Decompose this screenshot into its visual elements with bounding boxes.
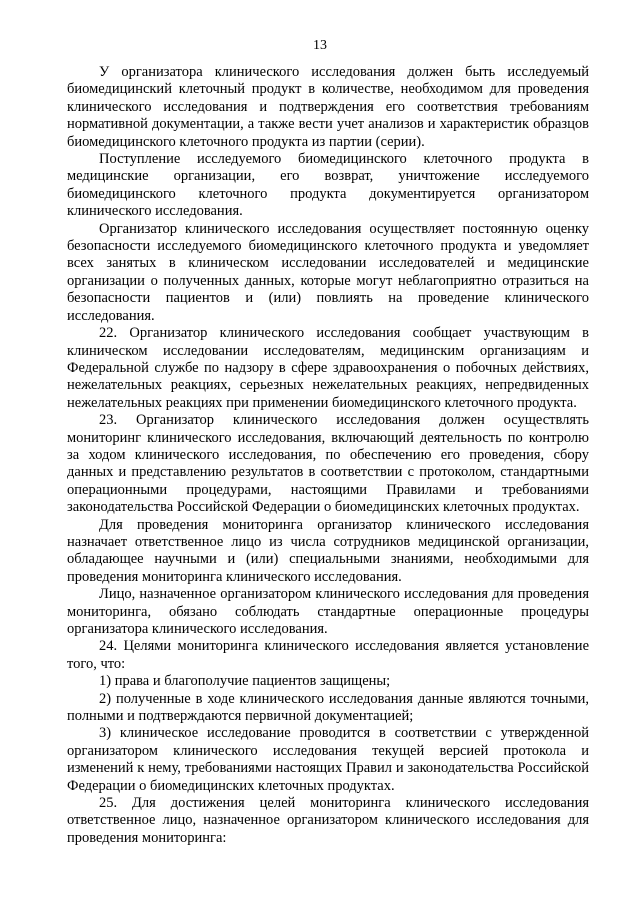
list-item-2: 2) полученные в ходе клинического исследования данные являются точными, полными и подтверждаются первичной документацией;: [67, 690, 589, 725]
paragraph-4: 22. Организатор клинического исследования сообщает участвующим в клиническом исследовании исследователям, медицинским организациям и Федеральной службе по надзору в сфере здравоохранения о побочных действиях, нежелательных реакциях, серьезных нежелательных реакциях, непредвиденных нежелательных реакциях при применении биомедицинского клеточного продукта.: [67, 325, 589, 411]
paragraph-3: Организатор клинического исследования осуществляет постоянную оценку безопасности исследуемого биомедицинского клеточного продукта и уведомляет всех занятых в клиническом исследовании исследователей и медицинские организации о полученных данных, которые могут неблагоприятно отразиться на безопасности пациентов и (или) повлиять на проведение клинического исследования.: [67, 220, 589, 324]
paragraph-7: Лицо, назначенное организатором клинического исследования для проведения мониторинга, обязано соблюдать стандартные операционные процедуры организатора клинического исследования.: [67, 586, 589, 637]
paragraph-2: Поступление исследуемого биомедицинского клеточного продукта в медицинские организации, его возврат, уничтожение исследуемого биомедицинского клеточного продукта документируется организатором клинического исследования.: [67, 151, 589, 220]
paragraph-5: 23. Организатор клинического исследования должен осуществлять мониторинг клинического исследования, включающий деятельность по контролю за ходом клинического исследования, по обеспечению его проведения, сбору данных и представлению результатов в соответствии с протоколом, стандартными операционными процедурами, настоящими Правилами и требованиями законодательства Российской Федерации о биомедицинских клеточных продуктах.: [67, 412, 589, 516]
list-item-1: 1) права и благополучие пациентов защищены;: [99, 673, 391, 690]
paragraph-1: У организатора клинического исследования должен быть исследуемый биомедицинский клеточный продукт в количестве, необходимом для проведения клинического исследования и подтверждения его соответствия требованиям нормативной документации, а также вести учет анализов и характеристик образцов биомедицинского клеточного продукта из партии (серии).: [67, 64, 589, 150]
list-item-3: 3) клиническое исследование проводится в соответствии с утвержденной организатором клинического исследования текущей версией протокола и изменений к нему, требованиями настоящих Правил и законодательства Российской Федерации о биомедицинских клеточных продуктах.: [67, 725, 589, 794]
paragraph-8: 24. Целями мониторинга клинического исследования является установление того, что:: [67, 638, 589, 672]
page-number: 13: [313, 38, 327, 53]
paragraph-6: Для проведения мониторинга организатор клинического исследования назначает ответственное лицо из числа сотрудников медицинской организации, обладающее научными и (или) специальными знаниями, необходимыми для проведения мониторинга клинического исследования.: [67, 516, 589, 585]
document-body: [67, 64, 589, 847]
paragraph-9: 25. Для достижения целей мониторинга клинического исследования ответственное лицо, назначенное организатором клинического исследования для проведения мониторинга:: [67, 795, 589, 846]
